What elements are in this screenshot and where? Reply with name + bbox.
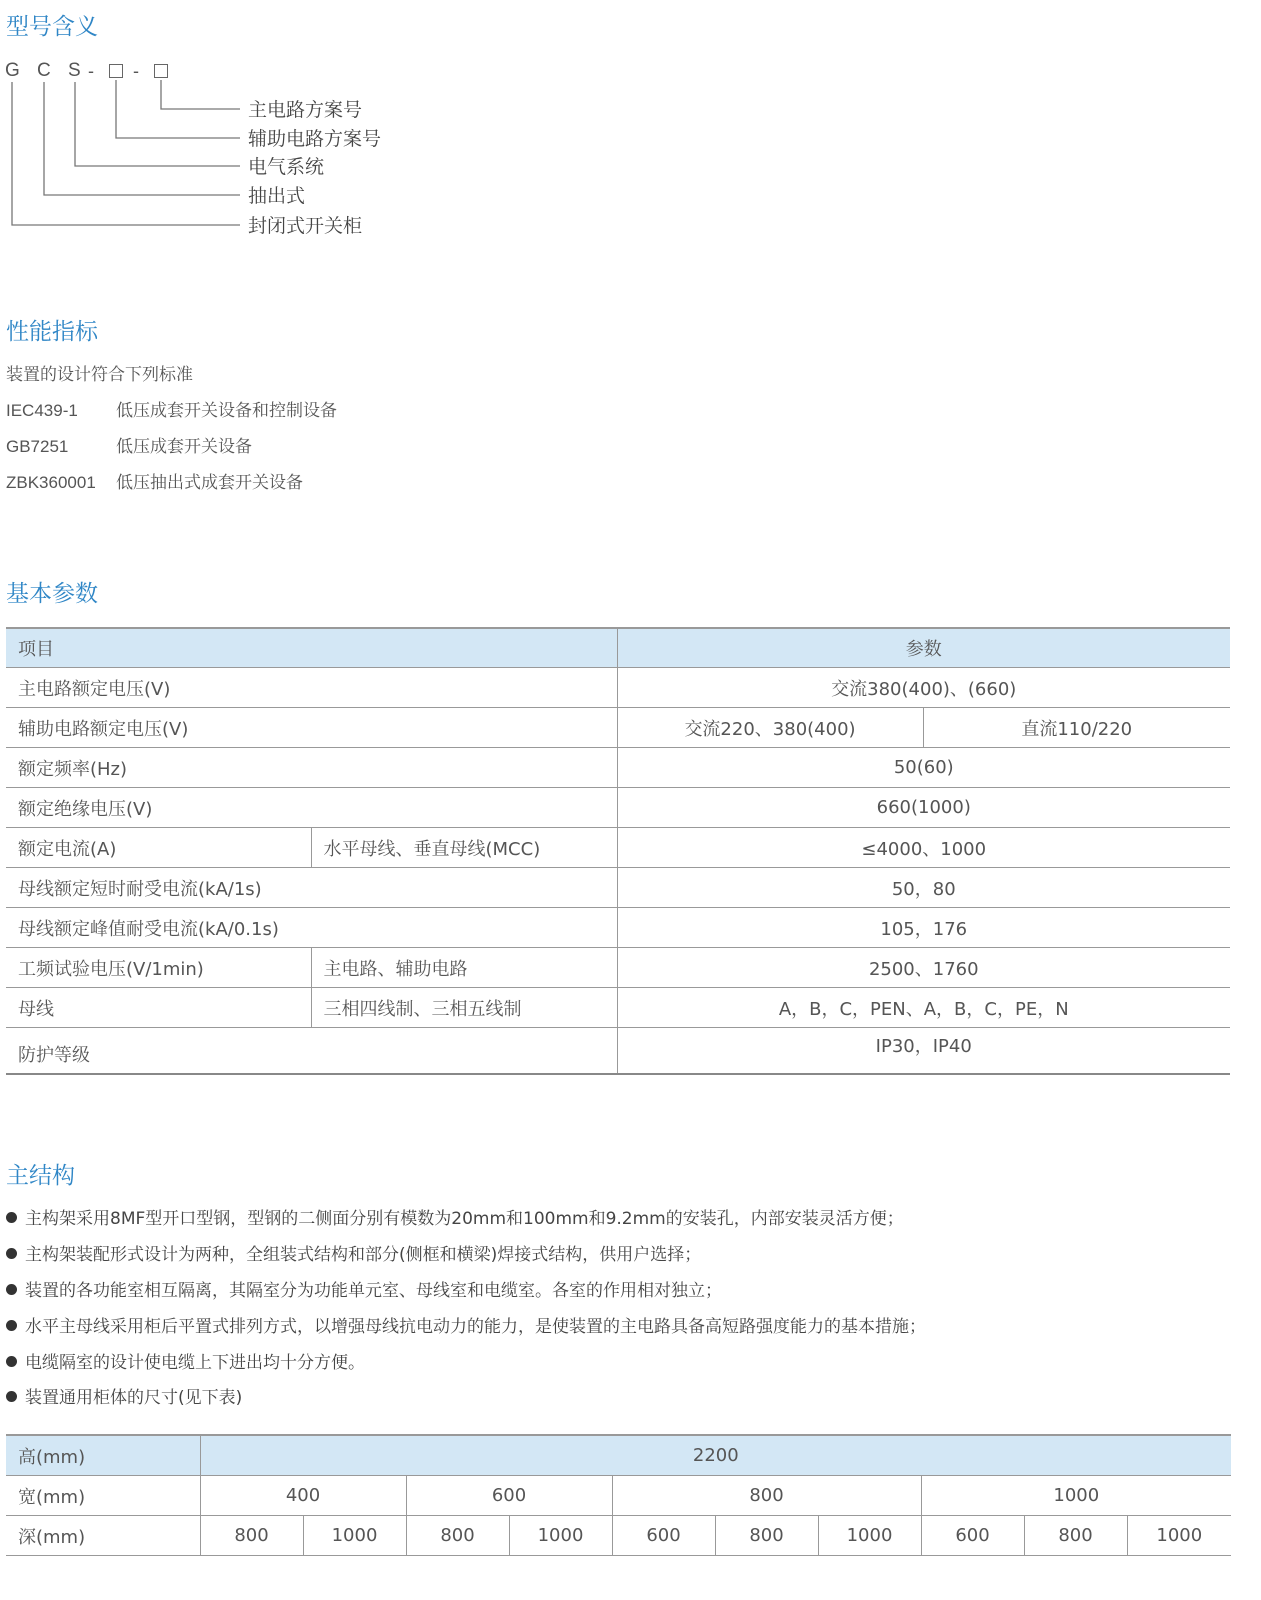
height-value: 2200 <box>200 1435 1231 1476</box>
table-row <box>6 1028 1230 1075</box>
depth-value: 800 <box>406 1516 509 1556</box>
depth-value: 600 <box>612 1516 715 1556</box>
row-value: IP30，IP40 <box>617 1028 1230 1075</box>
bullet-dot-icon <box>6 1284 17 1295</box>
row-value: ≤4000、1000 <box>617 828 1230 868</box>
width-label: 宽(mm) <box>6 1476 200 1516</box>
bullet-dot-icon <box>6 1356 17 1367</box>
row-label: 额定电流(A) <box>6 828 311 868</box>
bullet-dot-icon <box>6 1391 17 1402</box>
row-value-dc: 直流110/220 <box>923 708 1230 748</box>
structure-bullet: 装置的各功能室相互隔离，其隔室分为功能单元室、母线室和电缆室。各室的作用相对独立； <box>6 1280 722 1302</box>
structure-bullet: 主构架装配形式设计为两种，全组装式结构和部分(侧框和横梁)焊接式结构，供用户选择； <box>6 1244 701 1266</box>
width-value: 400 <box>200 1476 406 1516</box>
row-label: 母线 <box>6 988 311 1028</box>
bullet-dot-icon <box>6 1248 17 1259</box>
depth-value: 600 <box>921 1516 1024 1556</box>
code-letter-s: S <box>68 60 81 81</box>
code-letter-g: G <box>5 60 20 81</box>
row-sublabel: 水平母线、垂直母线(MCC) <box>311 828 617 868</box>
row-label: 工频试验电压(V/1min) <box>6 948 311 988</box>
standard-desc: 低压成套开关设备和控制设备 <box>116 401 337 421</box>
depth-value: 800 <box>715 1516 818 1556</box>
section-title-model: 型号含义 <box>6 14 98 40</box>
row-sublabel: 三相四线制、三相五线制 <box>311 988 617 1028</box>
standard-item <box>6 436 252 458</box>
basic-params-table <box>6 627 1230 1075</box>
table-row <box>6 988 1230 1028</box>
section-title-basic-params: 基本参数 <box>6 581 98 607</box>
row-label: 母线额定峰值耐受电流(kA/0.1s) <box>6 908 617 948</box>
leader-line-enclosed <box>12 82 240 225</box>
table-row-width <box>6 1476 1231 1516</box>
table-row <box>6 908 1230 948</box>
header-param: 参数 <box>617 628 1230 668</box>
row-label: 防护等级 <box>6 1028 617 1075</box>
width-value: 1000 <box>921 1476 1231 1516</box>
standard-code: IEC439-1 <box>6 401 78 420</box>
row-value: 660(1000) <box>617 788 1230 828</box>
bullet-dot-icon <box>6 1320 17 1331</box>
row-label: 辅助电路额定电压(V) <box>6 708 617 748</box>
standard-desc: 低压抽出式成套开关设备 <box>116 473 303 493</box>
standard-item <box>6 472 303 494</box>
standard-desc: 低压成套开关设备 <box>116 437 252 457</box>
table-row <box>6 948 1230 988</box>
code-dash: - <box>133 61 139 81</box>
table-row <box>6 828 1230 868</box>
row-value: 2500、1760 <box>617 948 1230 988</box>
table-row-depth <box>6 1516 1231 1556</box>
bullet-dot-icon <box>6 1212 17 1223</box>
standard-code: ZBK360001 <box>6 473 96 492</box>
table-row <box>6 668 1230 708</box>
standard-code: GB7251 <box>6 437 69 456</box>
table-header-row <box>6 628 1230 668</box>
model-label-electrical: 电气系统 <box>248 156 325 178</box>
row-label: 额定频率(Hz) <box>6 748 617 788</box>
depth-value: 800 <box>1024 1516 1127 1556</box>
section-title-performance: 性能指标 <box>6 319 98 345</box>
table-row <box>6 868 1230 908</box>
structure-bullet: 主构架采用8MF型开口型钢，型钢的二侧面分别有模数为20mm和100mm和9.2mm的安装孔，内部安装灵活方便； <box>6 1208 904 1230</box>
table-row-height <box>6 1435 1231 1476</box>
width-value: 600 <box>406 1476 612 1516</box>
structure-bullet: 电缆隔室的设计使电缆上下进出均十分方便。 <box>6 1352 365 1374</box>
depth-value: 800 <box>200 1516 303 1556</box>
depth-value: 1000 <box>1127 1516 1231 1556</box>
standards-intro: 装置的设计符合下列标准 <box>6 365 193 385</box>
height-label: 高(mm) <box>6 1435 200 1476</box>
width-value: 800 <box>612 1476 921 1516</box>
cabinet-dimensions-table <box>6 1434 1231 1556</box>
standard-item <box>6 400 337 422</box>
row-label: 额定绝缘电压(V) <box>6 788 617 828</box>
model-label-enclosed: 封闭式开关柜 <box>248 215 363 237</box>
row-value: 50(60) <box>617 748 1230 788</box>
code-letter-c: C <box>37 60 51 81</box>
model-label-drawout: 抽出式 <box>248 185 306 207</box>
header-item: 项目 <box>6 628 617 668</box>
row-value: 105，176 <box>617 908 1230 948</box>
depth-value: 1000 <box>818 1516 921 1556</box>
row-value-ac: 交流220、380(400) <box>617 708 923 748</box>
structure-bullet: 水平主母线采用柜后平置式排列方式，以增强母线抗电动力的能力，是使装置的主电路具备高短路强度能力的基本措施； <box>6 1316 926 1338</box>
row-label: 母线额定短时耐受电流(kA/1s) <box>6 868 617 908</box>
model-label-auxiliary-circuit: 辅助电路方案号 <box>248 128 382 150</box>
structure-bullet: 装置通用柜体的尺寸(见下表) <box>6 1387 242 1409</box>
row-value: 交流380(400)、(660) <box>617 668 1230 708</box>
row-value: 50，80 <box>617 868 1230 908</box>
table-row <box>6 708 1230 748</box>
depth-label: 深(mm) <box>6 1516 200 1556</box>
depth-value: 1000 <box>303 1516 406 1556</box>
row-value: A，B，C，PEN、A，B，C，PE，N <box>617 988 1230 1028</box>
leader-line-electrical <box>75 82 240 166</box>
table-row <box>6 748 1230 788</box>
leader-line-main-circuit <box>161 80 240 109</box>
model-label-main-circuit: 主电路方案号 <box>248 99 363 121</box>
model-diagram-lines <box>0 0 260 240</box>
table-row <box>6 788 1230 828</box>
row-sublabel: 主电路、辅助电路 <box>311 948 617 988</box>
row-label: 主电路额定电压(V) <box>6 668 617 708</box>
depth-value: 1000 <box>509 1516 612 1556</box>
section-title-structure: 主结构 <box>6 1163 75 1189</box>
code-dash: - <box>88 61 94 81</box>
